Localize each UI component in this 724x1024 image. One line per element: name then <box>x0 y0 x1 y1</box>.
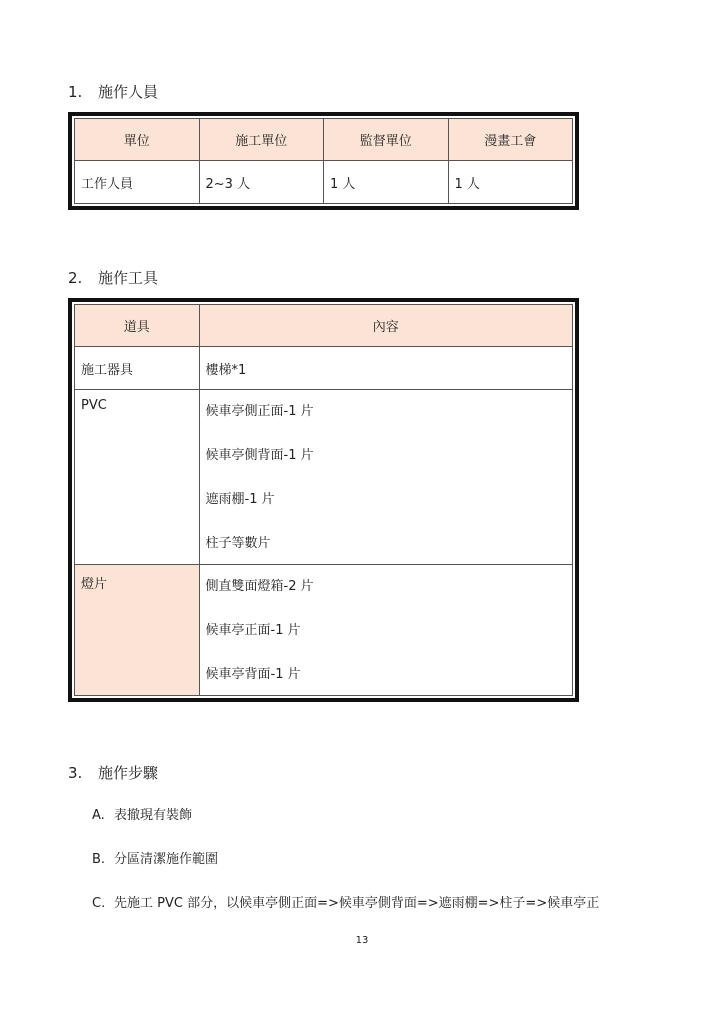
header-cell: 道具 <box>75 305 200 347</box>
tool-content-line: 樓梯*1 <box>205 362 247 378</box>
header-cell: 施工單位 <box>199 119 324 161</box>
step-text: 分區清潔施作範圍 <box>114 852 219 867</box>
step-label: A. <box>92 808 105 823</box>
section3-title: 施作步驟 <box>98 764 159 782</box>
section2-heading <box>68 268 158 288</box>
step-text: 先施工 PVC 部分，以候車亭側正面=>候車亭側背面=>遮雨棚=>柱子=>候車亭正 <box>114 896 600 911</box>
section1-heading <box>68 82 158 102</box>
tool-content-line: 候車亭側正面-1 片 <box>205 404 314 419</box>
personnel-header-row <box>75 119 573 161</box>
step-item <box>92 895 599 913</box>
step-item <box>92 807 192 825</box>
tool-content-cell <box>199 565 573 696</box>
header-cell: 監督單位 <box>324 119 449 161</box>
table-row <box>75 347 573 390</box>
section3-number: 3. <box>68 764 83 782</box>
tool-item-cell: PVC <box>75 390 200 565</box>
tool-content-line: 柱子等數片 <box>205 536 271 551</box>
table-row <box>75 565 573 696</box>
tool-content-line: 候車亭背面-1 片 <box>205 667 301 682</box>
tool-content-line: 側直雙面燈箱-2 片 <box>205 579 314 594</box>
step-text: 表撤現有裝飾 <box>114 808 193 823</box>
header-cell: 漫畫工會 <box>448 119 573 161</box>
table-cell: 1 人 <box>448 161 573 204</box>
tools-table <box>68 298 579 702</box>
table-row <box>75 161 573 204</box>
step-label: B. <box>92 852 106 867</box>
step-label: C. <box>92 896 106 911</box>
tool-item-cell: 燈片 <box>75 565 200 696</box>
step-item <box>92 851 218 869</box>
tool-content-line: 候車亭正面-1 片 <box>205 623 301 638</box>
section1-title: 施作人員 <box>98 83 159 101</box>
tool-content-cell <box>199 347 573 390</box>
section2-number: 2. <box>68 269 83 287</box>
header-cell: 內容 <box>199 305 573 347</box>
table-cell: 工作人員 <box>75 161 200 204</box>
table-row <box>75 390 573 565</box>
header-cell: 單位 <box>75 119 200 161</box>
section1-number: 1. <box>68 83 83 101</box>
table-cell: 2~3 人 <box>199 161 324 204</box>
section3-heading <box>68 763 158 783</box>
section2-title: 施作工具 <box>98 269 159 287</box>
tool-content-line: 遮雨棚-1 片 <box>205 492 275 507</box>
table-cell: 1 人 <box>324 161 449 204</box>
personnel-table <box>68 112 579 210</box>
tool-content-line: 候車亭側背面-1 片 <box>205 448 314 463</box>
tools-header-row <box>75 305 573 347</box>
page-number: 13 <box>355 935 369 946</box>
tool-item-cell: 施工器具 <box>75 347 200 390</box>
tool-content-cell <box>199 390 573 565</box>
